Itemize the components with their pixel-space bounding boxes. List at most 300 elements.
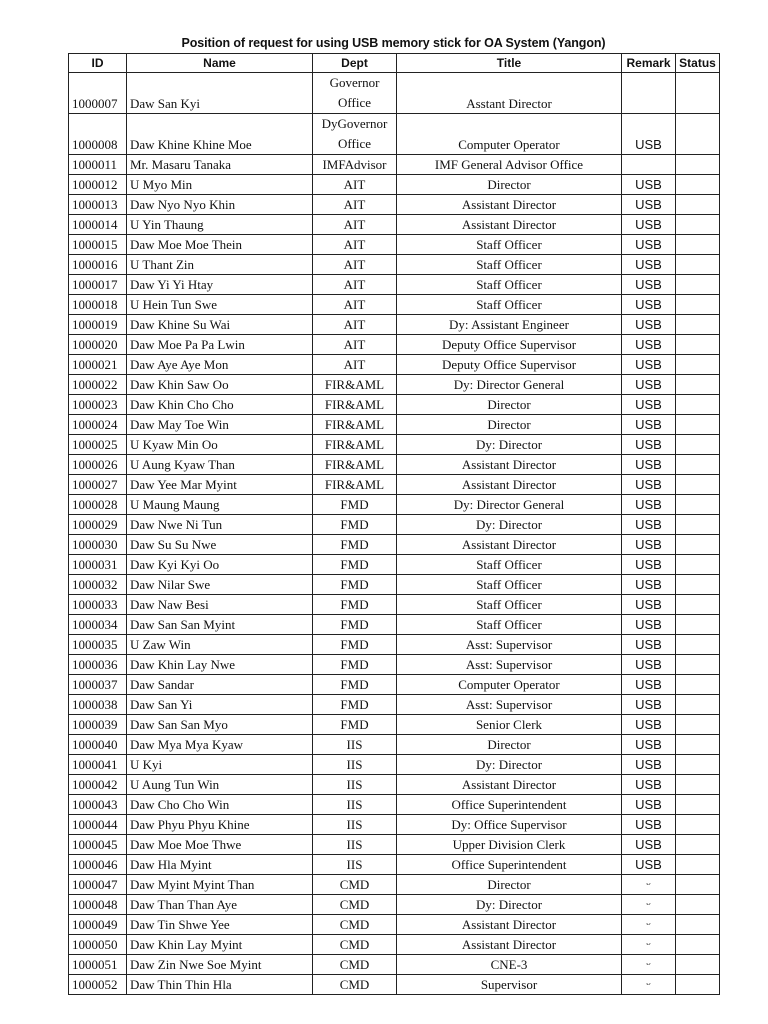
table-row (69, 975, 720, 995)
cell-remark: ᵕ (622, 935, 676, 955)
cell-status (676, 555, 720, 575)
cell-name: Daw Tin Shwe Yee (127, 915, 313, 935)
cell-remark: USB (622, 615, 676, 635)
cell-dept: CMD (313, 895, 397, 915)
table-row (69, 955, 720, 975)
cell-remark: USB (622, 735, 676, 755)
cell-name: Daw Sandar (127, 675, 313, 695)
table-row (69, 915, 720, 935)
cell-id: 1000034 (69, 615, 127, 635)
cell-remark: USB (622, 175, 676, 195)
cell-status (676, 655, 720, 675)
header-remark: Remark (622, 54, 676, 73)
cell-remark: USB (622, 835, 676, 855)
cell-name: U Thant Zin (127, 255, 313, 275)
cell-dept: AIT (313, 235, 397, 255)
cell-status (676, 515, 720, 535)
cell-remark: USB (622, 595, 676, 615)
cell-name: Daw Moe Moe Thein (127, 235, 313, 255)
cell-title: Assistant Director (397, 935, 622, 955)
cell-remark: USB (622, 435, 676, 455)
cell-name: Daw Thin Thin Hla (127, 975, 313, 995)
cell-remark: ᵕ (622, 915, 676, 935)
cell-title: Asstant Director (397, 73, 622, 114)
cell-title: Office Superintendent (397, 795, 622, 815)
cell-name: Mr. Masaru Tanaka (127, 155, 313, 175)
cell-id: 1000029 (69, 515, 127, 535)
cell-remark: USB (622, 355, 676, 375)
cell-id: 1000040 (69, 735, 127, 755)
cell-id: 1000030 (69, 535, 127, 555)
cell-name: U Aung Tun Win (127, 775, 313, 795)
cell-title: Dy: Director General (397, 495, 622, 515)
cell-id: 1000052 (69, 975, 127, 995)
cell-dept: FMD (313, 515, 397, 535)
cell-id: 1000013 (69, 195, 127, 215)
cell-status (676, 955, 720, 975)
header-status: Status (676, 54, 720, 73)
cell-remark: USB (622, 815, 676, 835)
table-row (69, 295, 720, 315)
cell-name: U Maung Maung (127, 495, 313, 515)
cell-status (676, 615, 720, 635)
cell-id: 1000024 (69, 415, 127, 435)
cell-name: Daw Mya Mya Kyaw (127, 735, 313, 755)
cell-id: 1000038 (69, 695, 127, 715)
table-row (69, 114, 720, 155)
table-row (69, 175, 720, 195)
table-row (69, 635, 720, 655)
cell-title: Supervisor (397, 975, 622, 995)
cell-dept: FIR&AML (313, 475, 397, 495)
cell-status (676, 475, 720, 495)
cell-name: Daw Moe Moe Thwe (127, 835, 313, 855)
cell-title: Senior Clerk (397, 715, 622, 735)
cell-id: 1000022 (69, 375, 127, 395)
cell-status (676, 595, 720, 615)
cell-id: 1000011 (69, 155, 127, 175)
cell-title: Assistant Director (397, 775, 622, 795)
cell-dept: AIT (313, 275, 397, 295)
cell-status (676, 255, 720, 275)
cell-remark: USB (622, 275, 676, 295)
header-title: Title (397, 54, 622, 73)
cell-dept: FMD (313, 555, 397, 575)
cell-name: Daw Yee Mar Myint (127, 475, 313, 495)
cell-title: Staff Officer (397, 555, 622, 575)
cell-title: Asst: Supervisor (397, 635, 622, 655)
cell-dept: FMD (313, 615, 397, 635)
cell-remark: ᵕ (622, 975, 676, 995)
page-title: Position of request for using USB memory stick for OA System (Yangon) (181, 36, 606, 50)
cell-title: Staff Officer (397, 595, 622, 615)
table-row (69, 575, 720, 595)
cell-status (676, 755, 720, 775)
cell-dept: AIT (313, 335, 397, 355)
cell-dept: FMD (313, 595, 397, 615)
cell-title: IMF General Advisor Office (397, 155, 622, 175)
cell-id: 1000008 (69, 114, 127, 155)
cell-remark: USB (622, 655, 676, 675)
cell-dept: FMD (313, 575, 397, 595)
cell-title: Assistant Director (397, 195, 622, 215)
cell-title: Staff Officer (397, 615, 622, 635)
cell-title: Assistant Director (397, 475, 622, 495)
header-id: ID (69, 54, 127, 73)
usb-request-table (68, 53, 720, 995)
cell-id: 1000016 (69, 255, 127, 275)
table-row (69, 815, 720, 835)
cell-name: Daw Khine Su Wai (127, 315, 313, 335)
cell-name: Daw Khine Khine Moe (127, 114, 313, 155)
table-row (69, 415, 720, 435)
table-row (69, 73, 720, 114)
cell-dept: AIT (313, 355, 397, 375)
cell-status (676, 215, 720, 235)
table-row (69, 895, 720, 915)
table-row (69, 315, 720, 335)
cell-id: 1000012 (69, 175, 127, 195)
cell-name: Daw Nwe Ni Tun (127, 515, 313, 535)
cell-remark: USB (622, 635, 676, 655)
cell-title: Office Superintendent (397, 855, 622, 875)
cell-title: Dy: Office Supervisor (397, 815, 622, 835)
cell-id: 1000050 (69, 935, 127, 955)
table-row (69, 275, 720, 295)
cell-id: 1000028 (69, 495, 127, 515)
cell-dept: AIT (313, 315, 397, 335)
cell-remark: USB (622, 415, 676, 435)
cell-name: Daw Hla Myint (127, 855, 313, 875)
cell-remark: USB (622, 235, 676, 255)
cell-status (676, 435, 720, 455)
cell-dept: FMD (313, 715, 397, 735)
cell-title: Computer Operator (397, 675, 622, 695)
cell-dept: FIR&AML (313, 435, 397, 455)
header-row (69, 54, 720, 73)
cell-dept: AIT (313, 255, 397, 275)
cell-dept: IIS (313, 855, 397, 875)
cell-id: 1000046 (69, 855, 127, 875)
cell-id: 1000037 (69, 675, 127, 695)
cell-dept: AIT (313, 175, 397, 195)
cell-status (676, 715, 720, 735)
cell-id: 1000017 (69, 275, 127, 295)
cell-name: U Hein Tun Swe (127, 295, 313, 315)
cell-id: 1000027 (69, 475, 127, 495)
cell-id: 1000023 (69, 395, 127, 415)
cell-title: Dy: Director (397, 895, 622, 915)
cell-status (676, 415, 720, 435)
cell-remark: USB (622, 555, 676, 575)
table-row (69, 835, 720, 855)
cell-dept: FIR&AML (313, 375, 397, 395)
cell-id: 1000032 (69, 575, 127, 595)
cell-title: Upper Division Clerk (397, 835, 622, 855)
cell-name: Daw Than Than Aye (127, 895, 313, 915)
cell-status (676, 775, 720, 795)
cell-status (676, 73, 720, 114)
cell-status (676, 915, 720, 935)
cell-name: Daw San San Myint (127, 615, 313, 635)
cell-name: Daw Yi Yi Htay (127, 275, 313, 295)
cell-title: Dy: Director (397, 515, 622, 535)
cell-dept: IIS (313, 795, 397, 815)
cell-dept: AIT (313, 195, 397, 215)
cell-remark: USB (622, 575, 676, 595)
cell-id: 1000041 (69, 755, 127, 775)
table-row (69, 855, 720, 875)
cell-remark: USB (622, 515, 676, 535)
cell-title: Staff Officer (397, 295, 622, 315)
cell-name: Daw Cho Cho Win (127, 795, 313, 815)
cell-title: Computer Operator (397, 114, 622, 155)
cell-id: 1000021 (69, 355, 127, 375)
table-row (69, 435, 720, 455)
cell-status (676, 235, 720, 255)
cell-remark: ᵕ (622, 875, 676, 895)
cell-status (676, 935, 720, 955)
cell-id: 1000033 (69, 595, 127, 615)
cell-dept: FMD (313, 655, 397, 675)
cell-id: 1000035 (69, 635, 127, 655)
table-row (69, 515, 720, 535)
cell-title: Staff Officer (397, 575, 622, 595)
table-row (69, 475, 720, 495)
cell-name: Daw Nilar Swe (127, 575, 313, 595)
cell-name: Daw Khin Saw Oo (127, 375, 313, 395)
table-row (69, 535, 720, 555)
cell-status (676, 395, 720, 415)
cell-name: Daw Su Su Nwe (127, 535, 313, 555)
cell-name: Daw Kyi Kyi Oo (127, 555, 313, 575)
cell-id: 1000042 (69, 775, 127, 795)
dept-label: Governor Office (329, 75, 380, 110)
cell-id: 1000047 (69, 875, 127, 895)
cell-name: Daw May Toe Win (127, 415, 313, 435)
cell-id: 1000036 (69, 655, 127, 675)
cell-status (676, 315, 720, 335)
cell-title: Dy: Director (397, 435, 622, 455)
cell-remark: USB (622, 535, 676, 555)
cell-remark: USB (622, 855, 676, 875)
cell-title: Assistant Director (397, 455, 622, 475)
cell-remark: USB (622, 475, 676, 495)
cell-title: Deputy Office Supervisor (397, 335, 622, 355)
cell-remark: USB (622, 455, 676, 475)
cell-dept: FIR&AML (313, 395, 397, 415)
cell-status (676, 535, 720, 555)
cell-status (676, 575, 720, 595)
cell-remark: USB (622, 695, 676, 715)
cell-dept: IIS (313, 835, 397, 855)
cell-dept: FMD (313, 695, 397, 715)
cell-status (676, 295, 720, 315)
cell-title: Deputy Office Supervisor (397, 355, 622, 375)
cell-name: U Yin Thaung (127, 215, 313, 235)
cell-name: Daw Nyo Nyo Khin (127, 195, 313, 215)
cell-title: Asst: Supervisor (397, 695, 622, 715)
cell-title: Staff Officer (397, 235, 622, 255)
cell-dept: FIR&AML (313, 455, 397, 475)
cell-title: Staff Officer (397, 255, 622, 275)
cell-title: Director (397, 875, 622, 895)
cell-dept: CMD (313, 915, 397, 935)
table-row (69, 155, 720, 175)
cell-title: Director (397, 175, 622, 195)
cell-id: 1000039 (69, 715, 127, 735)
cell-status (676, 795, 720, 815)
cell-name: Daw Phyu Phyu Khine (127, 815, 313, 835)
cell-dept: CMD (313, 975, 397, 995)
cell-name: U Kyi (127, 755, 313, 775)
cell-dept: AIT (313, 295, 397, 315)
cell-remark: USB (622, 215, 676, 235)
cell-dept (313, 114, 397, 155)
header-name: Name (127, 54, 313, 73)
cell-title: Assistant Director (397, 915, 622, 935)
cell-name: Daw Khin Lay Nwe (127, 655, 313, 675)
cell-status (676, 855, 720, 875)
cell-remark: ᵕ (622, 895, 676, 915)
cell-remark (622, 155, 676, 175)
cell-dept: FMD (313, 535, 397, 555)
cell-remark: ᵕ (622, 955, 676, 975)
cell-id: 1000026 (69, 455, 127, 475)
cell-status (676, 875, 720, 895)
table-row (69, 675, 720, 695)
cell-id: 1000045 (69, 835, 127, 855)
cell-remark: USB (622, 114, 676, 155)
table-row (69, 615, 720, 635)
cell-status (676, 114, 720, 155)
table-row (69, 695, 720, 715)
cell-name: U Aung Kyaw Than (127, 455, 313, 475)
cell-remark: USB (622, 255, 676, 275)
cell-status (676, 635, 720, 655)
cell-status (676, 695, 720, 715)
cell-dept (313, 73, 397, 114)
cell-status (676, 495, 720, 515)
table-row (69, 775, 720, 795)
cell-dept: IIS (313, 775, 397, 795)
cell-status (676, 335, 720, 355)
cell-dept: FIR&AML (313, 415, 397, 435)
dept-label: DyGovernor Office (321, 116, 388, 151)
cell-dept: IIS (313, 815, 397, 835)
cell-remark: USB (622, 395, 676, 415)
table-row (69, 355, 720, 375)
cell-remark: USB (622, 335, 676, 355)
cell-name: Daw Myint Myint Than (127, 875, 313, 895)
cell-name: Daw Aye Aye Mon (127, 355, 313, 375)
table-row (69, 375, 720, 395)
cell-remark: USB (622, 315, 676, 335)
cell-id: 1000020 (69, 335, 127, 355)
cell-title: Director (397, 415, 622, 435)
cell-id: 1000019 (69, 315, 127, 335)
cell-remark: USB (622, 755, 676, 775)
table-row (69, 715, 720, 735)
cell-dept: FMD (313, 635, 397, 655)
cell-remark: USB (622, 195, 676, 215)
cell-name: Daw San San Myo (127, 715, 313, 735)
cell-status (676, 835, 720, 855)
cell-status (676, 975, 720, 995)
cell-name: Daw Zin Nwe Soe Myint (127, 955, 313, 975)
cell-dept: IIS (313, 755, 397, 775)
cell-id: 1000031 (69, 555, 127, 575)
cell-title: Dy: Director (397, 755, 622, 775)
cell-dept: FMD (313, 495, 397, 515)
cell-name: U Zaw Win (127, 635, 313, 655)
table-row (69, 215, 720, 235)
cell-remark: USB (622, 775, 676, 795)
cell-status (676, 895, 720, 915)
cell-dept: FMD (313, 675, 397, 695)
cell-id: 1000049 (69, 915, 127, 935)
cell-title: Director (397, 395, 622, 415)
cell-name: Daw San Yi (127, 695, 313, 715)
cell-id: 1000044 (69, 815, 127, 835)
cell-title: Assistant Director (397, 535, 622, 555)
cell-status (676, 455, 720, 475)
cell-status (676, 815, 720, 835)
cell-id: 1000014 (69, 215, 127, 235)
header-dept: Dept (313, 54, 397, 73)
cell-dept: IMFAdvisor (313, 155, 397, 175)
table-row (69, 195, 720, 215)
table-row (69, 555, 720, 575)
cell-dept: AIT (313, 215, 397, 235)
table-row (69, 455, 720, 475)
cell-title: Asst: Supervisor (397, 655, 622, 675)
table-row (69, 395, 720, 415)
cell-status (676, 155, 720, 175)
cell-id: 1000018 (69, 295, 127, 315)
cell-status (676, 195, 720, 215)
cell-title: CNE-3 (397, 955, 622, 975)
cell-title: Dy: Director General (397, 375, 622, 395)
table-row (69, 875, 720, 895)
cell-remark: USB (622, 495, 676, 515)
table-row (69, 595, 720, 615)
cell-name: Daw San Kyi (127, 73, 313, 114)
cell-name: U Kyaw Min Oo (127, 435, 313, 455)
table-row (69, 235, 720, 255)
cell-name: Daw Moe Pa Pa Lwin (127, 335, 313, 355)
table-row (69, 935, 720, 955)
table-row (69, 795, 720, 815)
cell-remark: USB (622, 675, 676, 695)
cell-status (676, 175, 720, 195)
table-row (69, 655, 720, 675)
cell-title: Director (397, 735, 622, 755)
cell-status (676, 375, 720, 395)
cell-name: Daw Khin Cho Cho (127, 395, 313, 415)
cell-remark: USB (622, 795, 676, 815)
table-row (69, 255, 720, 275)
table-row (69, 735, 720, 755)
cell-id: 1000007 (69, 73, 127, 114)
cell-status (676, 735, 720, 755)
cell-name: U Myo Min (127, 175, 313, 195)
cell-id: 1000051 (69, 955, 127, 975)
cell-name: Daw Naw Besi (127, 595, 313, 615)
cell-status (676, 675, 720, 695)
cell-id: 1000048 (69, 895, 127, 915)
cell-title: Dy: Assistant Engineer (397, 315, 622, 335)
